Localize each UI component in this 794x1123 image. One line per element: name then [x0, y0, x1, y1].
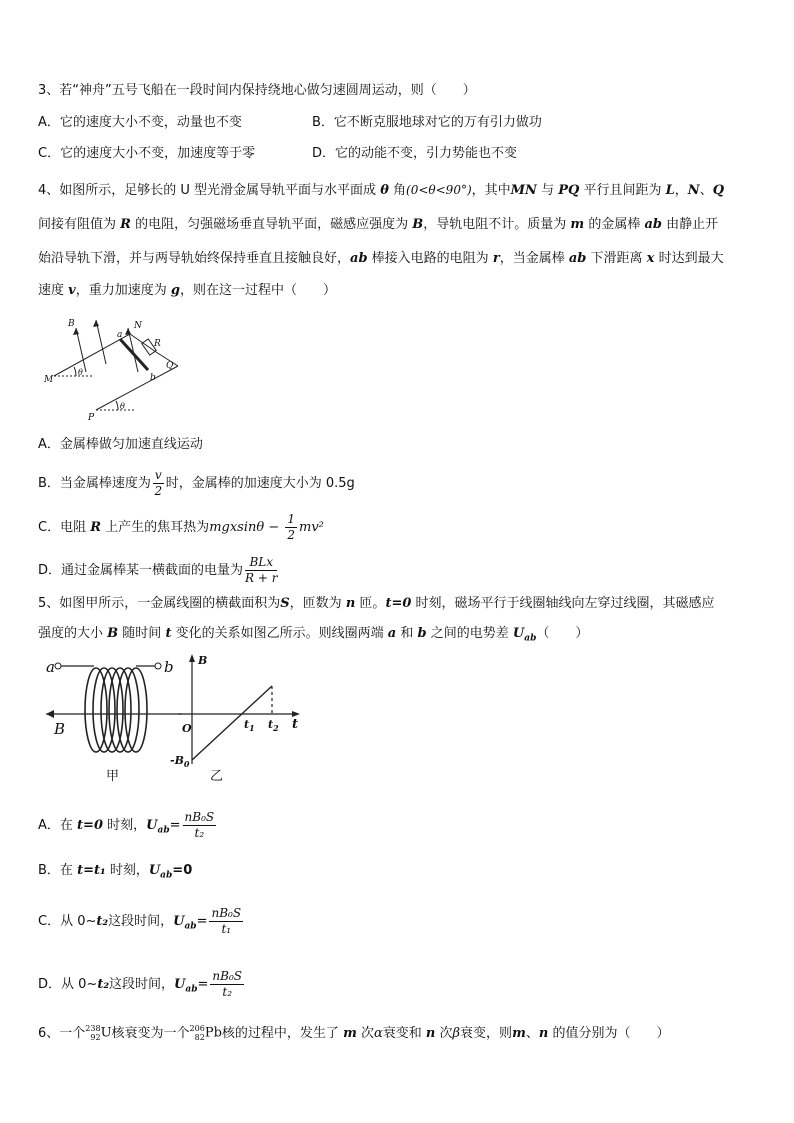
coil-label-b: b — [164, 658, 174, 676]
q4-option-a[interactable]: A．金属棒做匀加速直线运动 — [38, 437, 203, 452]
b-t-line — [192, 686, 272, 760]
fraction-c: $\frac{\text{nB₀S}}{\text{t₁}}$ — [211, 906, 242, 936]
b-axis-arrowhead — [189, 654, 195, 662]
rail-mn — [54, 334, 130, 376]
q4-option-c[interactable]: C．电阻 R 上产生的焦耳热为mgxsinθ − $\frac{1}{2}$ mv² — [38, 512, 324, 542]
b-field-arrow-2 — [96, 320, 106, 364]
coil-label-b-field: B — [54, 720, 66, 738]
angle-arc-m — [74, 367, 76, 376]
q5-coil-diagram — [44, 652, 184, 784]
nuclide-pb206: 206 82 Pb — [189, 1024, 222, 1042]
graph-label-t1: $t_1$ — [244, 718, 255, 733]
b-arrowhead-3 — [125, 328, 131, 335]
coil-label-a: a — [46, 658, 55, 676]
q5-stem-line1: 5、如图甲所示，一金属线圈的横截面积为S，匝数为 n 匝。t=0 时刻，磁场平行于线圈轴线向左穿过线圈，其磁感应 — [38, 596, 715, 611]
q4-option-b[interactable]: B．当金属棒速度为 $\frac{v}{2}$ 时，金属棒的加速度大小为 0.5g — [38, 468, 355, 498]
q4-stem-line3: 始沿导轨下滑，并与两导轨始终保持垂直且接触良好，ab 棒接入电路的电阻为 r，当金属棒 ab 下滑距离 x 时达到最大 — [38, 251, 724, 266]
fraction-a: $\frac{\text{nB₀S}}{\text{t₂}}$ — [184, 810, 215, 840]
q6-stem: 6、一个 238 92 U核衰变为一个 206 82 Pb核的过程中，发生了 m 次α衰变和 n 次β衰变，则m、n 的值分别为（ ） — [38, 1024, 670, 1042]
rail-pq — [96, 366, 178, 410]
graph-label-neg-b0: $-B_0$ — [170, 754, 190, 769]
fig-label-q: Q — [166, 361, 174, 371]
fig-label-rod-b: b — [150, 373, 156, 383]
fig-label-a: a — [117, 330, 123, 340]
graph-label-origin: O — [182, 722, 192, 735]
fraction-v-over-2: $\frac{v}{2}$ — [154, 468, 163, 498]
fraction-one-half: $\frac{1}{2}$ — [287, 512, 295, 542]
figure-label-jia: 甲 — [106, 769, 120, 784]
q4-stem-line4: 速度 v，重力加速度为 g，则在这一过程中（ ） — [38, 283, 336, 298]
q5-option-b[interactable]: B．在 t=t₁ 时刻，$U_{ab}=0$ — [38, 863, 193, 881]
b-arrowhead-2 — [93, 320, 99, 327]
q4-stem-line1: 4、如图所示，足够长的 U 型光滑金属导轨平面与水平面成 θ 角(0<θ<90°)，其中MN 与 PQ 平行且间距为 L，N、Q — [38, 183, 725, 198]
fig-label-m: M — [44, 375, 54, 385]
q5-option-a[interactable]: A．在 t=0 时刻，$U_{ab}=$ $\frac{\text{nB₀S}}{\text{t₂}}$ — [38, 810, 215, 840]
b-field-arrow-1 — [76, 328, 86, 372]
q3-stem: 3、若“神舟”五号飞船在一段时间内保持绕地心做匀速圆周运动，则（ ） — [38, 83, 476, 98]
terminal-b — [155, 663, 161, 669]
q3-option-c[interactable]: C．它的速度大小不变，加速度等于零 — [38, 146, 256, 161]
q5-bt-graph — [168, 652, 308, 784]
figure-label-yi: 乙 — [210, 769, 224, 784]
q5-option-d[interactable]: D．从 0~t₂这段时间，$U_{ab}=$ $\frac{\text{nB₀S}}{\text{t₂}}$ — [38, 969, 242, 999]
fig-label-n: N — [134, 321, 142, 331]
fraction-blx-over-r: $\frac{\text{BLx}}{R + r}$ — [245, 555, 278, 585]
q5-option-c[interactable]: C．从 0~t₂这段时间，$U_{ab}=$ $\frac{\text{nB₀S}}{\text{t₁}}$ — [38, 906, 242, 936]
graph-label-b: B — [198, 654, 208, 667]
q4-option-d[interactable]: D．通过金属棒某一横截面的电量为 $\frac{\text{BLx}}{R + r}$ — [38, 555, 278, 585]
fraction-d: $\frac{\text{nB₀S}}{\text{t₂}}$ — [212, 969, 242, 999]
fig-label-b: B — [68, 319, 75, 329]
q3-option-b[interactable]: B．它不断克服地球对它的万有引力做功 — [312, 115, 542, 130]
graph-label-t: t — [292, 717, 299, 732]
fig-label-theta-1: θ — [78, 368, 83, 377]
b-arrowhead-1 — [73, 328, 79, 335]
terminal-a — [55, 663, 61, 669]
graph-label-t2: $t_2$ — [268, 718, 279, 733]
q3-option-d[interactable]: D．它的动能不变，引力势能也不变 — [312, 146, 518, 161]
fig-label-theta-2: θ — [120, 402, 125, 411]
fig-label-p: P — [88, 413, 95, 422]
b-direction-arrow — [46, 710, 54, 718]
nuclide-u238: 238 92 U — [85, 1024, 112, 1042]
angle-arc-p — [116, 401, 118, 410]
q4-rail-diagram — [38, 312, 188, 422]
q3-option-a[interactable]: A．它的速度大小不变，动量也不变 — [38, 115, 242, 130]
fig-label-r: R — [154, 339, 161, 349]
q5-stem-line2: 强度的大小 B 随时间 t 变化的关系如图乙所示。则线圈两端 a 和 b 之间的电势差 $U_{ab}$（ ） — [38, 626, 589, 644]
q4-stem-line2: 间接有阻值为 R 的电阻，匀强磁场垂直导轨平面，磁感应强度为 B，导轨电阻不计。质量为 m 的金属棒 ab 由静止开 — [38, 217, 719, 232]
